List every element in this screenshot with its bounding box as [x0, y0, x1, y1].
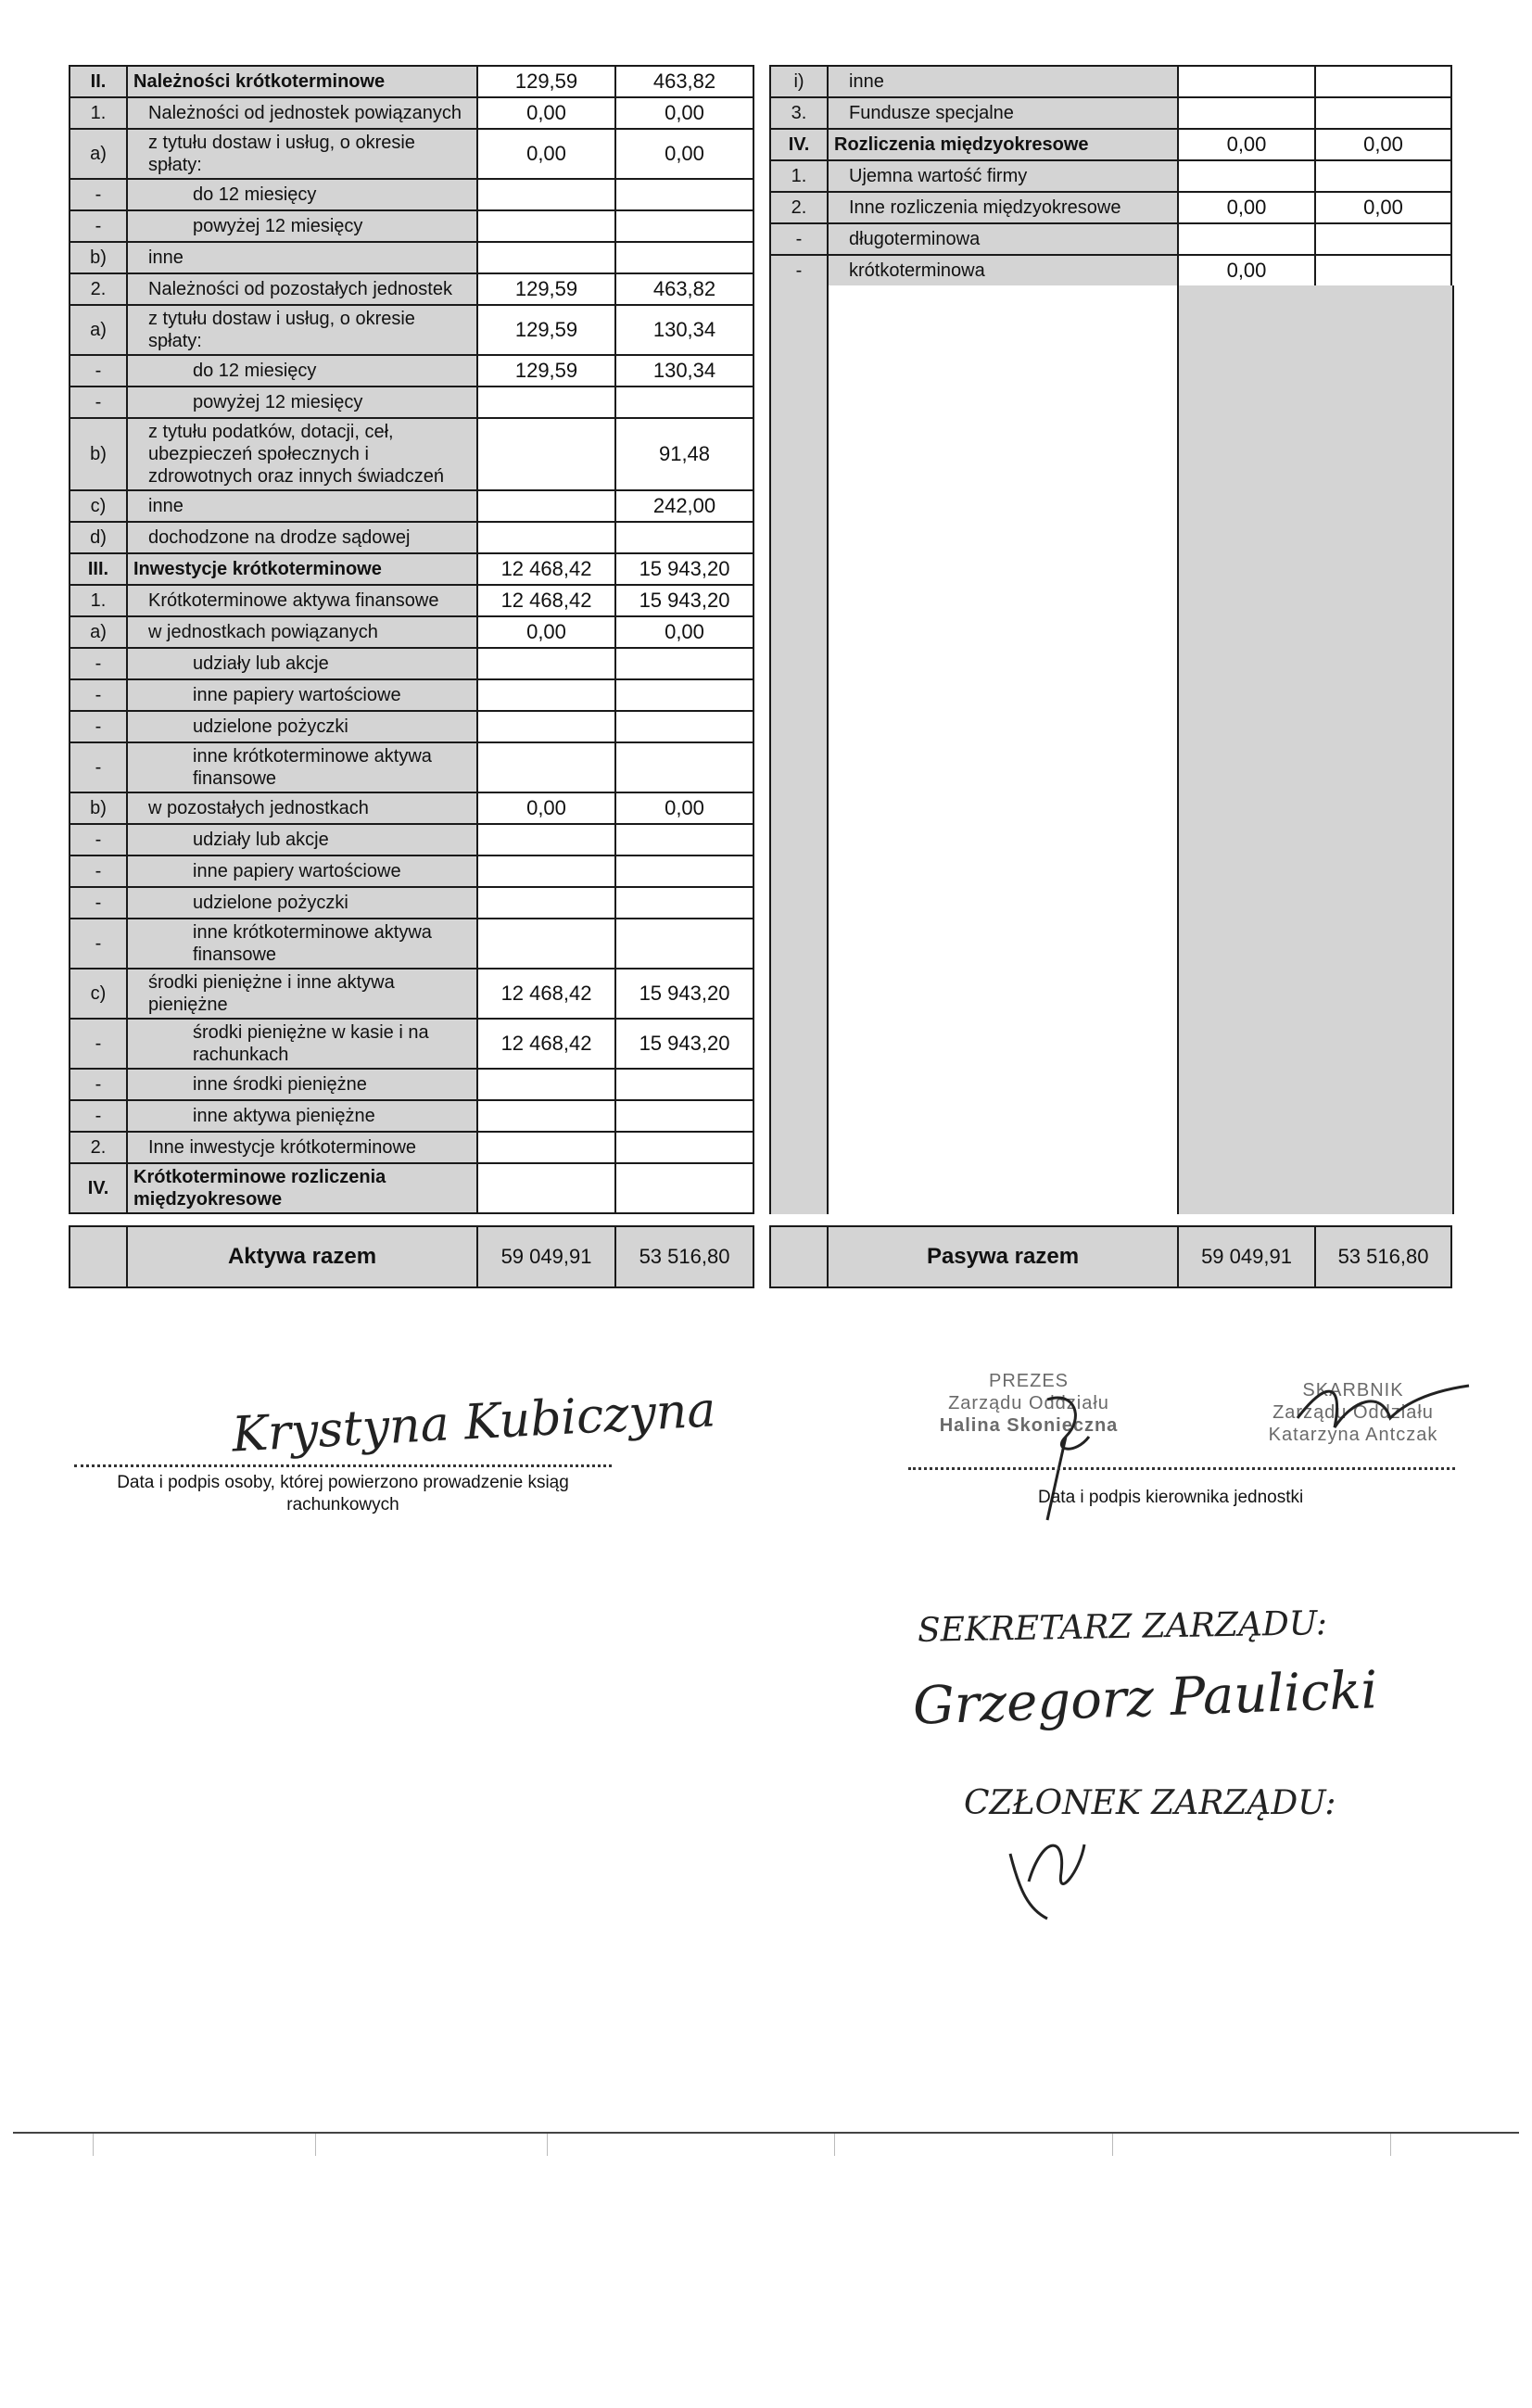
row-label: inne papiery wartościowe: [127, 679, 477, 711]
assets-total-value-1: 59 049,91: [477, 1226, 615, 1287]
assets-total-label: Aktywa razem: [127, 1226, 477, 1287]
accountant-signature-caption: Data i podpis osoby, której powierzono prowadzenie ksiąg rachunkowych: [117, 1473, 569, 1515]
row-label: do 12 miesięcy: [127, 179, 477, 210]
row-label: środki pieniężne i inne aktywa pieniężne: [127, 969, 477, 1019]
row-number: -: [70, 679, 127, 711]
value-current: [477, 648, 615, 679]
table-row: [70, 887, 753, 919]
row-label: udzielone pożyczki: [127, 887, 477, 919]
table-row: [70, 648, 753, 679]
table-row: [70, 97, 753, 129]
value-previous: 242,00: [615, 490, 753, 522]
table-row: [70, 553, 753, 585]
row-number: -: [70, 887, 127, 919]
manager-signature-caption: Data i podpis kierownika jednostki: [1038, 1488, 1304, 1507]
row-label: długoterminowa: [828, 223, 1178, 255]
row-number: d): [70, 522, 127, 553]
value-current: 0,00: [1178, 129, 1315, 160]
member-signature-scribble: [992, 1817, 1103, 1928]
value-previous: 15 943,20: [615, 969, 753, 1019]
table-row: [70, 616, 753, 648]
table-row: [70, 742, 753, 792]
value-current: 12 468,42: [477, 585, 615, 616]
row-label: Fundusze specjalne: [828, 97, 1178, 129]
table-row: [70, 855, 753, 887]
value-previous: [615, 711, 753, 742]
value-current: [477, 179, 615, 210]
value-previous: [615, 242, 753, 273]
skarbnik-signature-scribble: [1288, 1372, 1474, 1446]
value-current: [477, 855, 615, 887]
table-row: [770, 255, 1451, 286]
row-number: c): [70, 969, 127, 1019]
liabilities-total-value-2: 53 516,80: [1315, 1226, 1451, 1287]
row-number: -: [70, 179, 127, 210]
row-label: w jednostkach powiązanych: [127, 616, 477, 648]
table-row: [70, 522, 753, 553]
value-previous: [615, 919, 753, 969]
value-previous: [615, 855, 753, 887]
scan-tick: [834, 2134, 835, 2156]
table-row: [70, 490, 753, 522]
value-previous: 130,34: [615, 355, 753, 387]
assets-table: [69, 65, 754, 1214]
table-row: [770, 192, 1451, 223]
table-row: [70, 210, 753, 242]
scan-tick: [93, 2134, 94, 2156]
secretary-title: SEKRETARZ ZARZĄDU:: [917, 1604, 1328, 1650]
table-row: [70, 418, 753, 490]
row-number: III.: [70, 553, 127, 585]
value-previous: [615, 824, 753, 855]
table-row: [70, 1069, 753, 1100]
value-previous: 0,00: [615, 616, 753, 648]
value-current: [477, 887, 615, 919]
table-row: [70, 305, 753, 355]
row-label: powyżej 12 miesięcy: [127, 387, 477, 418]
skarbnik-title: SKARBNIK: [1302, 1380, 1404, 1400]
value-current: 0,00: [477, 97, 615, 129]
scan-tick: [315, 2134, 316, 2156]
row-label: Rozliczenia międzyokresowe: [828, 129, 1178, 160]
table-row: [770, 223, 1451, 255]
row-label: Należności od jednostek powiązanych: [127, 97, 477, 129]
value-current: [477, 490, 615, 522]
row-number: -: [70, 387, 127, 418]
value-previous: [1315, 160, 1451, 192]
value-current: [1178, 97, 1315, 129]
value-previous: [615, 887, 753, 919]
value-previous: [615, 1163, 753, 1213]
table-row: [70, 129, 753, 179]
table-row: [70, 711, 753, 742]
row-number: 1.: [70, 585, 127, 616]
scan-tick: [547, 2134, 548, 2156]
value-current: [477, 919, 615, 969]
row-label: udziały lub akcje: [127, 648, 477, 679]
row-label: inne papiery wartościowe: [127, 855, 477, 887]
value-previous: [615, 1132, 753, 1163]
scan-tick: [1390, 2134, 1391, 2156]
value-current: 12 468,42: [477, 553, 615, 585]
value-current: 129,59: [477, 66, 615, 97]
row-label: w pozostałych jednostkach: [127, 792, 477, 824]
row-number: II.: [70, 66, 127, 97]
table-row: [770, 97, 1451, 129]
row-number: b): [70, 242, 127, 273]
row-number: b): [70, 418, 127, 490]
row-label: udzielone pożyczki: [127, 711, 477, 742]
row-number: i): [770, 66, 828, 97]
prezes-title: PREZES: [988, 1371, 1070, 1391]
value-previous: [615, 210, 753, 242]
value-previous: 15 943,20: [615, 585, 753, 616]
row-label: Inwestycje krótkoterminowe: [127, 553, 477, 585]
value-previous: [1315, 255, 1451, 286]
row-label: do 12 miesięcy: [127, 355, 477, 387]
value-current: [477, 1069, 615, 1100]
value-previous: [1315, 66, 1451, 97]
value-previous: [615, 679, 753, 711]
row-number: -: [70, 742, 127, 792]
table-row: [70, 585, 753, 616]
table-row: [70, 66, 753, 97]
value-previous: [615, 648, 753, 679]
row-label: Należności krótkoterminowe: [127, 66, 477, 97]
value-previous: 0,00: [615, 129, 753, 179]
value-current: 12 468,42: [477, 1019, 615, 1069]
row-number: -: [70, 919, 127, 969]
row-number: -: [70, 1019, 127, 1069]
row-label: inne: [828, 66, 1178, 97]
liabilities-filler: [769, 285, 1450, 1214]
row-number: -: [70, 210, 127, 242]
row-number: -: [770, 223, 828, 255]
table-row: [70, 1132, 753, 1163]
row-number: -: [70, 1069, 127, 1100]
value-current: [477, 679, 615, 711]
value-previous: [615, 1069, 753, 1100]
row-label: środki pieniężne w kasie i na rachunkach: [127, 1019, 477, 1069]
row-label: krótkoterminowa: [828, 255, 1178, 286]
value-previous: [615, 742, 753, 792]
row-label: Ujemna wartość firmy: [828, 160, 1178, 192]
table-row: [70, 387, 753, 418]
liabilities-table: [769, 65, 1452, 287]
member-title: CZŁONEK ZARZĄDU:: [964, 1784, 1336, 1822]
row-label: z tytułu dostaw i usług, o okresie spłaty:: [127, 129, 477, 179]
row-label: udziały lub akcje: [127, 824, 477, 855]
assets-total-row: [69, 1225, 754, 1288]
value-current: 0,00: [1178, 255, 1315, 286]
value-previous: [615, 522, 753, 553]
row-number: 2.: [70, 273, 127, 305]
prezes-name: Halina Skonieczna: [939, 1415, 1119, 1436]
value-previous: 15 943,20: [615, 1019, 753, 1069]
value-current: [477, 418, 615, 490]
row-label: inne krótkoterminowe aktywa finansowe: [127, 919, 477, 969]
row-number: 1.: [770, 160, 828, 192]
value-current: [1178, 66, 1315, 97]
value-previous: 130,34: [615, 305, 753, 355]
value-current: [477, 711, 615, 742]
value-previous: [615, 387, 753, 418]
table-row: [70, 919, 753, 969]
row-label: powyżej 12 miesięcy: [127, 210, 477, 242]
value-current: [1178, 223, 1315, 255]
value-current: [477, 242, 615, 273]
accountant-signature-line: [74, 1464, 612, 1467]
value-previous: [615, 179, 753, 210]
row-number: -: [770, 255, 828, 286]
prezes-unit: Zarządu Oddziału: [948, 1393, 1109, 1413]
row-label: Inne rozliczenia międzyokresowe: [828, 192, 1178, 223]
value-previous: 0,00: [615, 97, 753, 129]
table-row: [70, 792, 753, 824]
value-current: [477, 1163, 615, 1213]
value-current: 0,00: [1178, 192, 1315, 223]
table-row: [770, 129, 1451, 160]
row-number: 3.: [770, 97, 828, 129]
row-label: inne krótkoterminowe aktywa finansowe: [127, 742, 477, 792]
row-number: 2.: [70, 1132, 127, 1163]
value-current: 129,59: [477, 273, 615, 305]
row-number: -: [70, 648, 127, 679]
scan-tick: [1112, 2134, 1113, 2156]
value-previous: [1315, 223, 1451, 255]
row-number: -: [70, 855, 127, 887]
row-number: -: [70, 355, 127, 387]
row-label: inne: [127, 242, 477, 273]
row-label: inne aktywa pieniężne: [127, 1100, 477, 1132]
skarbnik-unit: Zarządu Oddziału: [1272, 1402, 1434, 1423]
row-number: a): [70, 305, 127, 355]
value-previous: [615, 1100, 753, 1132]
value-current: [477, 1132, 615, 1163]
table-row: [70, 1019, 753, 1069]
row-number: a): [70, 129, 127, 179]
liabilities-total-value-1: 59 049,91: [1178, 1226, 1315, 1287]
table-row: [70, 1163, 753, 1213]
value-previous: [1315, 97, 1451, 129]
accountant-signature: Krystyna Kubiczyna: [230, 1382, 717, 1464]
value-current: [477, 1100, 615, 1132]
liabilities-total-label: Pasywa razem: [828, 1226, 1178, 1287]
table-row: [70, 242, 753, 273]
row-number: -: [70, 711, 127, 742]
assets-total-value-2: 53 516,80: [615, 1226, 753, 1287]
value-current: 129,59: [477, 305, 615, 355]
row-number: b): [70, 792, 127, 824]
row-number: 1.: [70, 97, 127, 129]
row-number: -: [70, 824, 127, 855]
value-current: 0,00: [477, 792, 615, 824]
row-label: Krótkoterminowe aktywa finansowe: [127, 585, 477, 616]
value-previous: 0,00: [615, 792, 753, 824]
row-label: Należności od pozostałych jednostek: [127, 273, 477, 305]
value-current: [477, 824, 615, 855]
table-row: [70, 273, 753, 305]
page-bottom-rule: [13, 2132, 1519, 2134]
value-current: 129,59: [477, 355, 615, 387]
row-number: 2.: [770, 192, 828, 223]
value-previous: 463,82: [615, 273, 753, 305]
value-current: [477, 387, 615, 418]
table-row: [70, 824, 753, 855]
row-number: a): [70, 616, 127, 648]
table-row: [70, 179, 753, 210]
row-number: IV.: [770, 129, 828, 160]
table-row: [70, 355, 753, 387]
row-number: -: [70, 1100, 127, 1132]
manager-signature-line: [908, 1467, 1455, 1470]
secretary-signature: Grzegorz Paulicki: [912, 1660, 1379, 1737]
table-row: [770, 160, 1451, 192]
value-current: 0,00: [477, 129, 615, 179]
table-row: [70, 679, 753, 711]
table-row: [70, 1100, 753, 1132]
value-current: [477, 742, 615, 792]
total-spacer: [770, 1226, 828, 1287]
row-number: c): [70, 490, 127, 522]
row-label: inne: [127, 490, 477, 522]
value-current: 12 468,42: [477, 969, 615, 1019]
value-previous: 91,48: [615, 418, 753, 490]
row-label: Krótkoterminowe rozliczenia międzyokresowe: [127, 1163, 477, 1213]
value-previous: 15 943,20: [615, 553, 753, 585]
value-current: 0,00: [477, 616, 615, 648]
row-label: z tytułu dostaw i usług, o okresie spłaty:: [127, 305, 477, 355]
value-current: [1178, 160, 1315, 192]
table-row: [70, 969, 753, 1019]
liabilities-total-row: [769, 1225, 1452, 1288]
row-label: z tytułu podatków, dotacji, ceł, ubezpieczeń społecznych i zdrowotnych oraz innych świadczeń: [127, 418, 477, 490]
row-number: IV.: [70, 1163, 127, 1213]
table-row: [770, 66, 1451, 97]
value-current: [477, 522, 615, 553]
value-current: [477, 210, 615, 242]
skarbnik-name: Katarzyna Antczak: [1268, 1425, 1438, 1445]
value-previous: 463,82: [615, 66, 753, 97]
row-label: inne środki pieniężne: [127, 1069, 477, 1100]
value-previous: 0,00: [1315, 129, 1451, 160]
total-spacer: [70, 1226, 127, 1287]
row-label: Inne inwestycje krótkoterminowe: [127, 1132, 477, 1163]
value-previous: 0,00: [1315, 192, 1451, 223]
row-label: dochodzone na drodze sądowej: [127, 522, 477, 553]
